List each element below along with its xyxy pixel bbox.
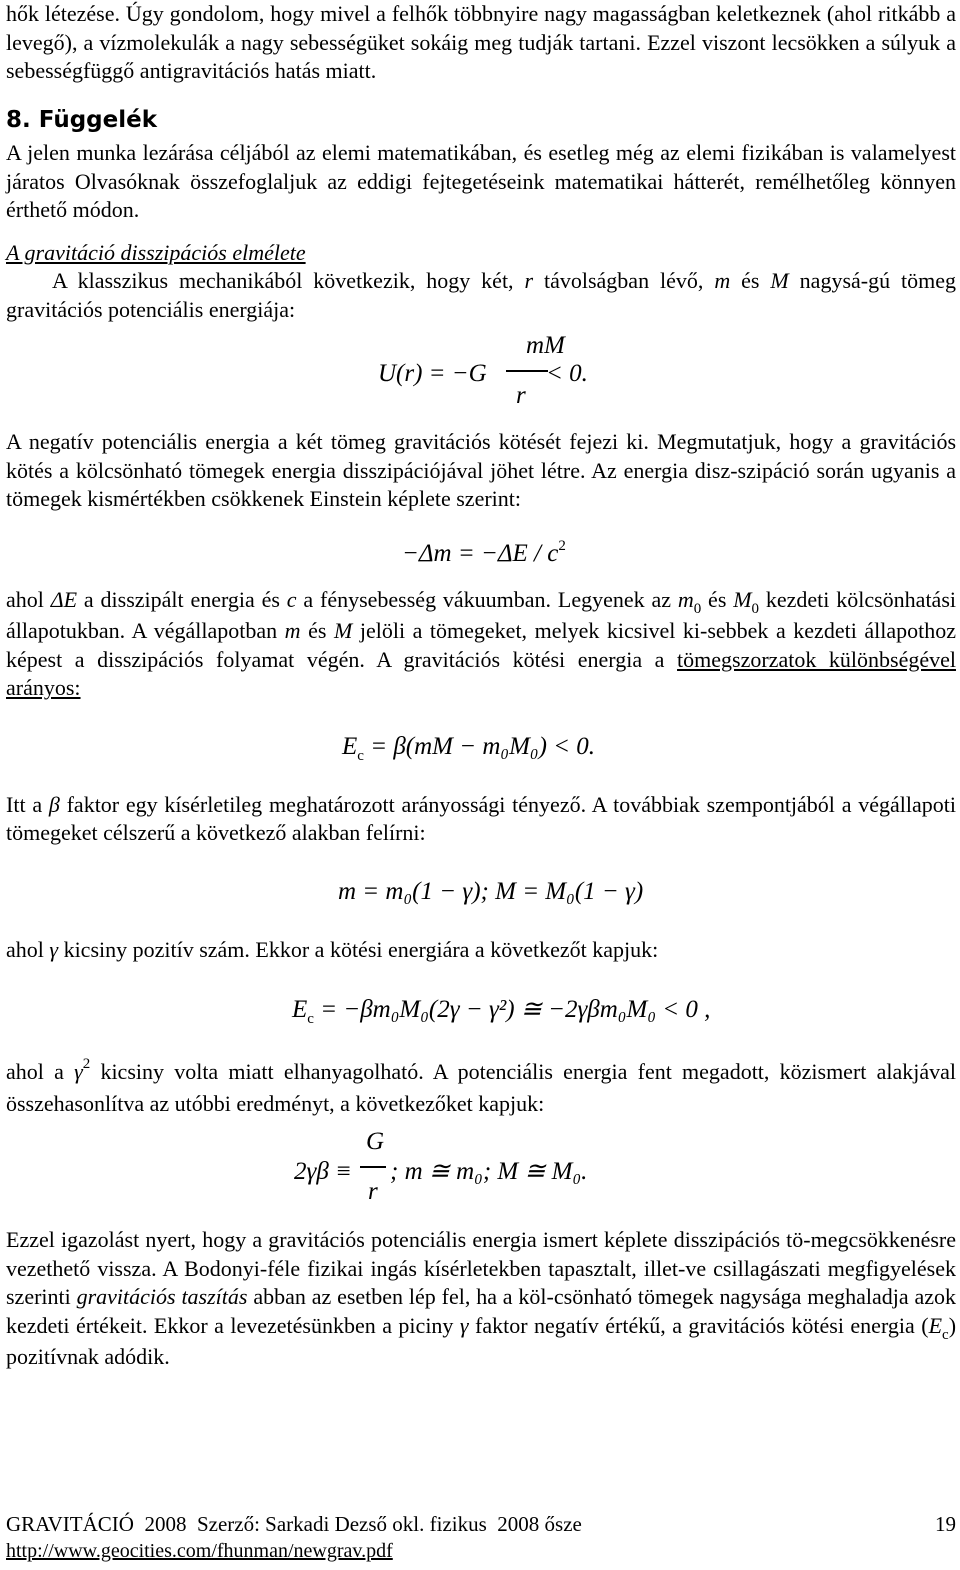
eq6-lhs: 2γβ ≡: [294, 1158, 352, 1185]
equation-binding-energy: [6, 703, 956, 791]
paragraph-5: ahol γ kicsiny pozitív szám. Ekkor a kötési energiára a következőt kapjuk:: [6, 936, 659, 962]
eq1-denominator: r: [516, 382, 526, 409]
section-heading: 8. Függelék: [6, 106, 157, 133]
eq1-fraction-bar: [506, 370, 548, 372]
eq6-numerator: G: [366, 1128, 385, 1155]
eq2-text: $-\Delta m = -\Delta E / c^2$: [402, 537, 566, 567]
document-page: [6, 0, 956, 1372]
paragraph-7: Ezzel igazolást nyert, hogy a gravitációs potenciális energia ismert képlete disszipációs tö-megcsökkenésre vezethető vissza. A Bodonyi-féle fizikai ingás kísérletekben tapasztalt, illet-ve csillagászati megfigyelések szerinti gravitációs taszítás abban az esetben lép fel, ha a köl-csönható tömegek nagysága meghaladja azok kezdeti értékeit. Ekkor a levezetésünkben a piciny γ faktor negatív értékű, a gravitációs kötési energia $(E_c)$ pozitívnak adódik.: [6, 1227, 957, 1369]
subheading: A gravitáció disszipációs elmélete: [6, 239, 306, 265]
paragraph-4: Itt a β faktor egy kísérletileg meghatározott arányossági tényező. A továbbiak szempontjából a végállapoti tömegeket célszerű a következő alakban felírni:: [6, 791, 956, 845]
eq4-text: m = m₀(1 − γ); M = M₀(1 − γ): [338, 877, 644, 905]
eq6-denominator: r: [368, 1178, 378, 1205]
eq1-lhs: U(r) = −G: [378, 360, 487, 387]
footer-url-link[interactable]: http://www.geocities.com/fhunman/newgrav.pdf: [6, 1540, 393, 1562]
paragraph-2: A negatív potenciális energia a két tömeg gravitációs kötését fejezi ki. Megmutatjuk, hogy a gravitációs kötés a kölcsönható tömegek energia disszipációjával jöhet létre. Az energia disz-szipáció során ugyanis a tömegek kismértékben csökkenek Einstein képlete szerint:: [6, 429, 956, 511]
section-intro: A jelen munka lezárása céljából az elemi matematikában, és esetleg még az elemi fizikában is valamelyest járatos Olvasóknak összefoglaljuk az eddigi fejtegetéseink matematikai hátterét, remélhetőleg könnyen érthető módon.: [6, 140, 956, 222]
eq6-rhs: ; m ≅ m₀; M ≅ M₀.: [390, 1158, 588, 1185]
eq5-text: $E_c = -\beta m_0M_0(2\gamma - \gamma^2)$ ≅ −2γβm₀M₀ < 0 ,: [292, 996, 711, 1027]
intro-paragraph: hők létezése. Úgy gondolom, hogy mivel a felhők többnyire nagy magasságban keletkeznek (ahol ritkább a levegő), a vízmolekulák a nagy sebességüket sokáig meg tudják tartani. Ezzel viszont lecsökken a súlyuk a sebességfüggő antigravitációs hatás miatt.: [6, 1, 956, 83]
eq3-text: $E_c = \beta(mM - m_0M_0) < 0$.: [342, 732, 596, 764]
subheading-line: [6, 239, 956, 268]
equation-coupling: [6, 1118, 956, 1226]
equation-final-masses: [6, 848, 956, 936]
equation-mass-energy: [6, 514, 956, 586]
paragraph-1: A klasszikus mechanikából következik, hogy két, r távolságban lévő, m és M nagysá-gú tömeg gravitációs potenciális energiája:: [6, 268, 957, 322]
page-number: 19: [935, 1512, 956, 1536]
eq1-numerator: mM: [526, 332, 565, 359]
page-footer: [6, 1511, 956, 1564]
paragraph-6: ahol a $\gamma^2$ kicsiny volta miatt elhanyagolható. A potenciális energia fent megadott, közismert alakjával összehasonlítva az utóbbi eredményt, a következőket kapjuk:: [6, 1056, 956, 1116]
footer-line: GRAVITÁCIÓ 2008 Szerző: Sarkadi Dezső okl. fizikus 2008 ősze: [6, 1512, 582, 1536]
eq1-rhs: < 0.: [546, 360, 588, 387]
equation-binding-approx: [6, 964, 956, 1058]
equation-potential-energy: [6, 324, 956, 428]
eq6-fraction-bar: [360, 1166, 386, 1168]
paragraph-3: ahol ΔE a disszipált energia és c a fénysebesség vákuumban. Legyenek az $m_0$ és $M_0$ kezdeti kölcsönhatási állapotukban. A végállapotban m és M jelöli a tömegeket, melyek kicsivel ki-sebbek a kezdeti állapothoz képest a disszipációs folyamat végén. A gravitációs kötési energia a tömegszorzatok különbségével arányos:: [6, 586, 956, 700]
